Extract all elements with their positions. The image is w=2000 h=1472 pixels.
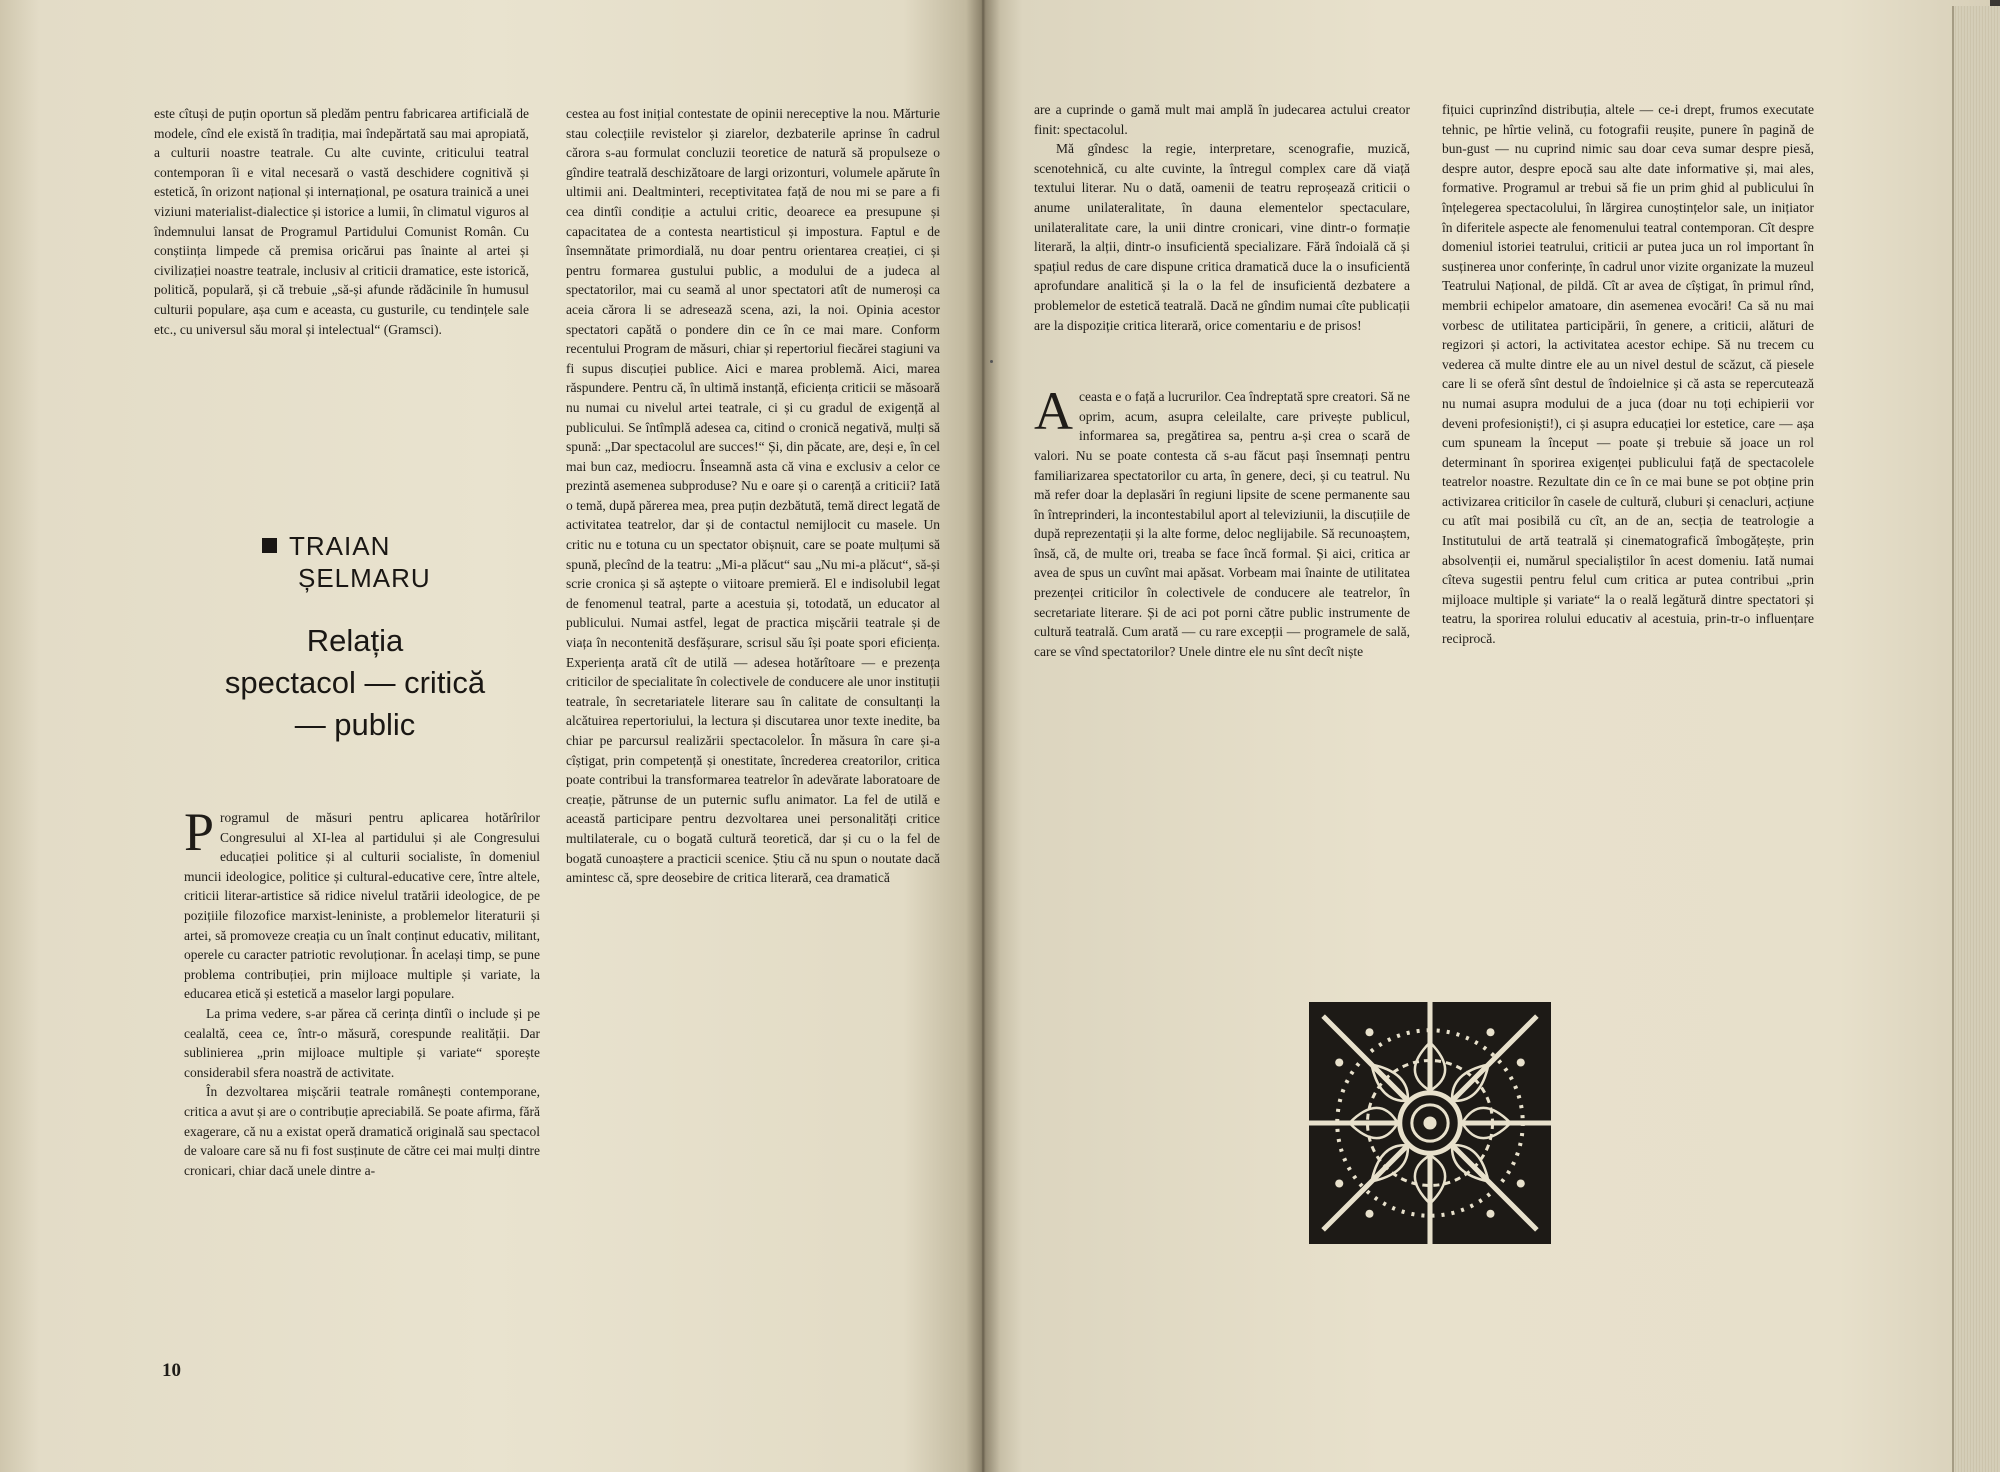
paragraph: În dezvoltarea mișcării teatrale românești contemporane, critica a avut și are o contribuție apreciabilă. Se poate afirma, fără exagerare, că nu a existat operă dramatică originală sau spectacol de valoare care să nu fi fost susținute de către cei mai mulți dintre cronicari, chiar dacă unele dintre a- xyxy=(184,1084,540,1178)
author-last-name: ȘELMARU xyxy=(298,563,431,593)
square-bullet-icon xyxy=(262,538,277,553)
left-page-column-2 xyxy=(566,104,940,888)
drop-cap: A xyxy=(1034,381,1073,442)
author-first-name: TRAIAN xyxy=(289,531,391,561)
right-page-column-1 xyxy=(1034,100,1410,661)
drop-cap: P xyxy=(184,802,215,862)
author-name xyxy=(262,530,522,594)
left-page-column-1-top xyxy=(154,104,529,339)
book-gutter xyxy=(966,0,1000,1472)
left-page xyxy=(0,0,982,1472)
section-opening-paragraph: Aceasta e o față a lucrurilor. Cea îndreptată spre creatori. Să ne oprim, acum, asupra celeilalte, care privește publicul, informarea sa, pregătirea sa, pentru a-și crea o scară de valori. Nu se poate contesta că s-au făcut pași însemnați pentru familiarizarea spectatorilor cu arta, în genere, deci, și cu teatrul. Nu mă refer doar la deplasări în regiuni lipsite de scene permanente sau în întreprinderi, la incontestabilul aport al televiziunii, la discuțiile de după reprezentații și la alte forme, deloc neglijabile. Să recunoaștem, însă, că, de multe ori, treaba se face încă formal. Și aici, critica ar avea de spus un cuvînt mai apăsat. Vorbeam mai înainte de utilitatea prezenței criticilor în colectivele de conducere ale teatrelor, în secretariate literare. Și de aci pot porni către public instrumente de cultură teatrală. Cum arată — cu rare excepții — programele de sală, care se vînd spectatorilor? Unele dintre ele nu sînt decît niște xyxy=(1034,381,1410,659)
title-line-2: spectacol — critică xyxy=(224,665,486,700)
decorative-carved-rosette-icon xyxy=(1309,1002,1551,1244)
paragraph: cestea au fost inițial contestate de opinii nereceptive la nou. Mărturie stau colecțiile revistelor și ziarelor, dezbaterile aprinse în cadrul cărora s-au formulat concluzii teoretice de natură să propulseze o gîndire teatrală deschizătoare de largi orizonturi, volumele apărute în ultimii ani. Dealtminteri, receptivitatea față de nou mi se pare a fi cea dintîi condiție a actului critic, deoarece ea presupune și capacitatea de a contesta neartisticul și impostura. Faptul e de însemnătate primordială, nu doar pentru orientarea creației, ci și pentru formarea gustului public, a modului de a judeca al spectatorilor, mai cu seamă al unor spectatori atît de numeroși ca aceia cărora li se adresează scena, azi, la noi. Opinia acestor spectatori capătă o pondere din ce în ce mai mare. Conform recentului Program de măsuri, chiar și repertoriul fiecărei stagiuni va fi supus discuției publice. Aici e marea problemă. Aici, marea răspundere. Pentru că, în ultimă instanță, eficiența criticii se măsoară nu numai cu nivelul artei teatrale, ci și cu gradul de exigență al publicului. Se întîmplă adesea ca, citind o cronică negativă, mulți să spună: „Dar spectacolul are succes!“ Și, din păcate, are, deși e, în cel mai bun caz, mediocru. Înseamnă asta că vina e exclusiv a celor ce prezintă asemenea subproduse? Nu e oare și o carență a criticii? Iată o temă, după părerea mea, prea puțin dezbătută, temă direct legată de activitatea teatrelor, dar și de contactul nemijlocit cu masele. Un critic nu e totuna cu un spectator obișnuit, care se poate mulțumi să spună, plecînd de la teatru: „Mi-a plăcut“ sau „Nu mi-a plăcut“, să-și scrie cronica și să aștepte o viitoare premieră. El e indisolubil legat de fenomenul teatral, parte a acestuia și, totodată, un educator al publicului. Numai astfel, legat de practica mișcării teatrale și de viața în necontenită desfășurare, scrisul său își poate spori eficiența. Experiența arată cît de utilă — adesea hotărîtoare — e prezența criticilor de specialitate în colectivele de conducere ale unor instituții teatrale, în secretariatele literare sau în calitate de consultanți la alcătuirea repertoriului, la lectura și discutarea unor texte inedite, ba chiar pe parcursul realizării spectacolelor. În măsura în care și-a cîștigat, prin competență și onestitate, încrederea creatorilor, critica poate contribui la transformarea teatrelor în adevărate laboratoare de creație, pătrunse de un puternic suflu animator. La fel de utilă e această participare pentru dezvoltarea unei personalități critice multilaterale, cu o bogată cultură teoretică, dar și cu o la fel de bogată cunoaștere a practicii scenice. Știu că nu spun o noutate dacă amintesc că, spre deosebire de critica literară, cea dramatică xyxy=(566,106,940,886)
opening-paragraph: Programul de măsuri pentru aplicarea hotărîrilor Congresului al XI-lea al partidului și ale Congresului educației politice și al culturii socialiste, în domeniul muncii ideologice, politice și cultural-educative cere, între altele, criticii literar-artistice să ridice nivelul tratării ideologice, de pe pozițiile filozofice marxist-leniniste, a problemelor literaturii și artei, să promoveze creația cu un înalt conținut educativ, militant, operele cu caracter patriotic revoluționar. În același timp, se pune problema contribuției, prin mijloace multiple și variate, la educarea etică și estetică a maselor largi populare. xyxy=(184,802,540,1002)
paragraph: La prima vedere, s-ar părea că cerința dintîi o include și pe cealaltă, ceea ce, într-o măsură, corespunde realității. Dar sublinierea „prin mijloace multiple și variate“ sporește considerabil sfera noastră de activitate. xyxy=(184,1005,540,1080)
title-line-3: — public xyxy=(294,707,416,742)
article-title xyxy=(185,620,525,746)
paragraph: fițuici cuprinzînd distribuția, altele — ce-i drept, frumos executate tehnic, pe hîrtie velină, cu fotografii reușite, punere în pagină de bun-gust — nu cuprind nimic sau doar ceva sumar despre piesă, despre autor, despre epocă sau alte date informative și, mai ales, formative. Programul ar trebui să fie un prim ghid al publicului în înțelegerea spectacolului, în lărgirea cunoștințelor sale, un inițiator în diferitele aspecte ale fenomenului teatral contemporan. Cît despre domeniul istoriei teatrului, criticii ar putea juca un rol important în susținerea unor conferințe, în cadrul unor vizite organizate la muzeul Teatrului Național, de pildă. Cît ar avea de cîștigat, în primul rînd, membrii echipelor amatoare, din asemenea evocări! Ca să nu mai vorbesc de utilitatea participării, în genere, a criticii, alături de regizori și actori, la activitatea acestor echipe. Să nu trecem cu vederea că multe dintre ele au un nivel destul de scăzut, că piesele care li se oferă sînt destul de îndoielnice și că asta se repercutează nu numai asupra modului de a juca (doar nu toți echipierii vor deveni profesioniști!), ci și asupra educației lor estetice, care — așa cum spuneam la început — poate și trebuie să joace un rol determinant în sporirea exigenței publicului față de spectacolele teatrelor noastre. Rezultate din ce în ce mai bune se pot obține prin activizarea criticilor în casele de cultură, cluburi și cenacluri, acțiune cu atît mai posibilă cu cît, an de an, secția de teatrologie a Institutului de artă teatrală și cinematografică îmbogățește, prin absolvenții ei, numărul specialiștilor în acest domeniu. Iată numai cîteva sugestii pentru felul cum critica ar putea contribui „prin mijloace multiple și variate“ la o reală legătură dintre spectatori și teatru, la sporirea rolului educativ al acestuia, prin-tr-o influențare reciprocă. xyxy=(1442,102,1814,647)
paragraph: este cîtuși de puțin oportun să pledăm pentru fabricarea artificială de modele, cînd ele există în tradiția, mai îndepărtată sau mai apropiată, a culturii noastre teatrale. Cu alte cuvinte, criticului teatral contemporan îi e vital necesară o vastă deschidere cognitivă și estetică, în orizont național și internațional, pe osatura trainică a unei viziuni materialist-dialectice și istorice a lumii, în climatul viguros al îndemnului lansat de Programul Partidului Comunist Român. Cu conștiința limpede că premisa oricărui pas înainte al artei și civilizației noastre teatrale, inclusiv al criticii dramatice, este istorică, politică, populară, și că trebuie „să-și afunde rădăcinile în humusul culturii populare, așa cum e aceasta, cu gusturile, cu tendințele sale etc., cu universul său moral și intelectual“ (Gramsci). xyxy=(154,106,529,337)
page-number: 10 xyxy=(162,1360,181,1381)
page-stack-edge xyxy=(1952,6,2000,1472)
paragraph: are a cuprinde o gamă mult mai amplă în judecarea actului creator finit: spectacolul. xyxy=(1034,102,1410,137)
left-page-column-1-body xyxy=(184,802,540,1180)
right-page-column-2 xyxy=(1442,100,1814,649)
paragraph: Mă gîndesc la regie, interpretare, scenografie, muzică, scenotehnică, cu alte cuvinte, la întregul complex care dă viață textului literar. Nu o dată, oamenii de teatru reproșează criticii o anume unilateralitate, în dauna elementelor spectaculare, unilateralitate care, la unii dintre cronicari, vine dintr-o formație literară, la alții, dintr-o insuficientă specializare. Fără îndoială că și spațiul redus de care dispune critica dramatică duce la o insuficientă aprofundare analitică și la o la fel de insuficientă dezbatere a problemelor de estetică teatrală. Dacă ne gîndim numai cîte publicații are la dispoziție critica literară, orice comentariu e de prisos! xyxy=(1034,141,1410,333)
title-line-1: Relația xyxy=(306,623,404,658)
right-page xyxy=(982,0,1990,1472)
paper-speck xyxy=(990,360,993,363)
